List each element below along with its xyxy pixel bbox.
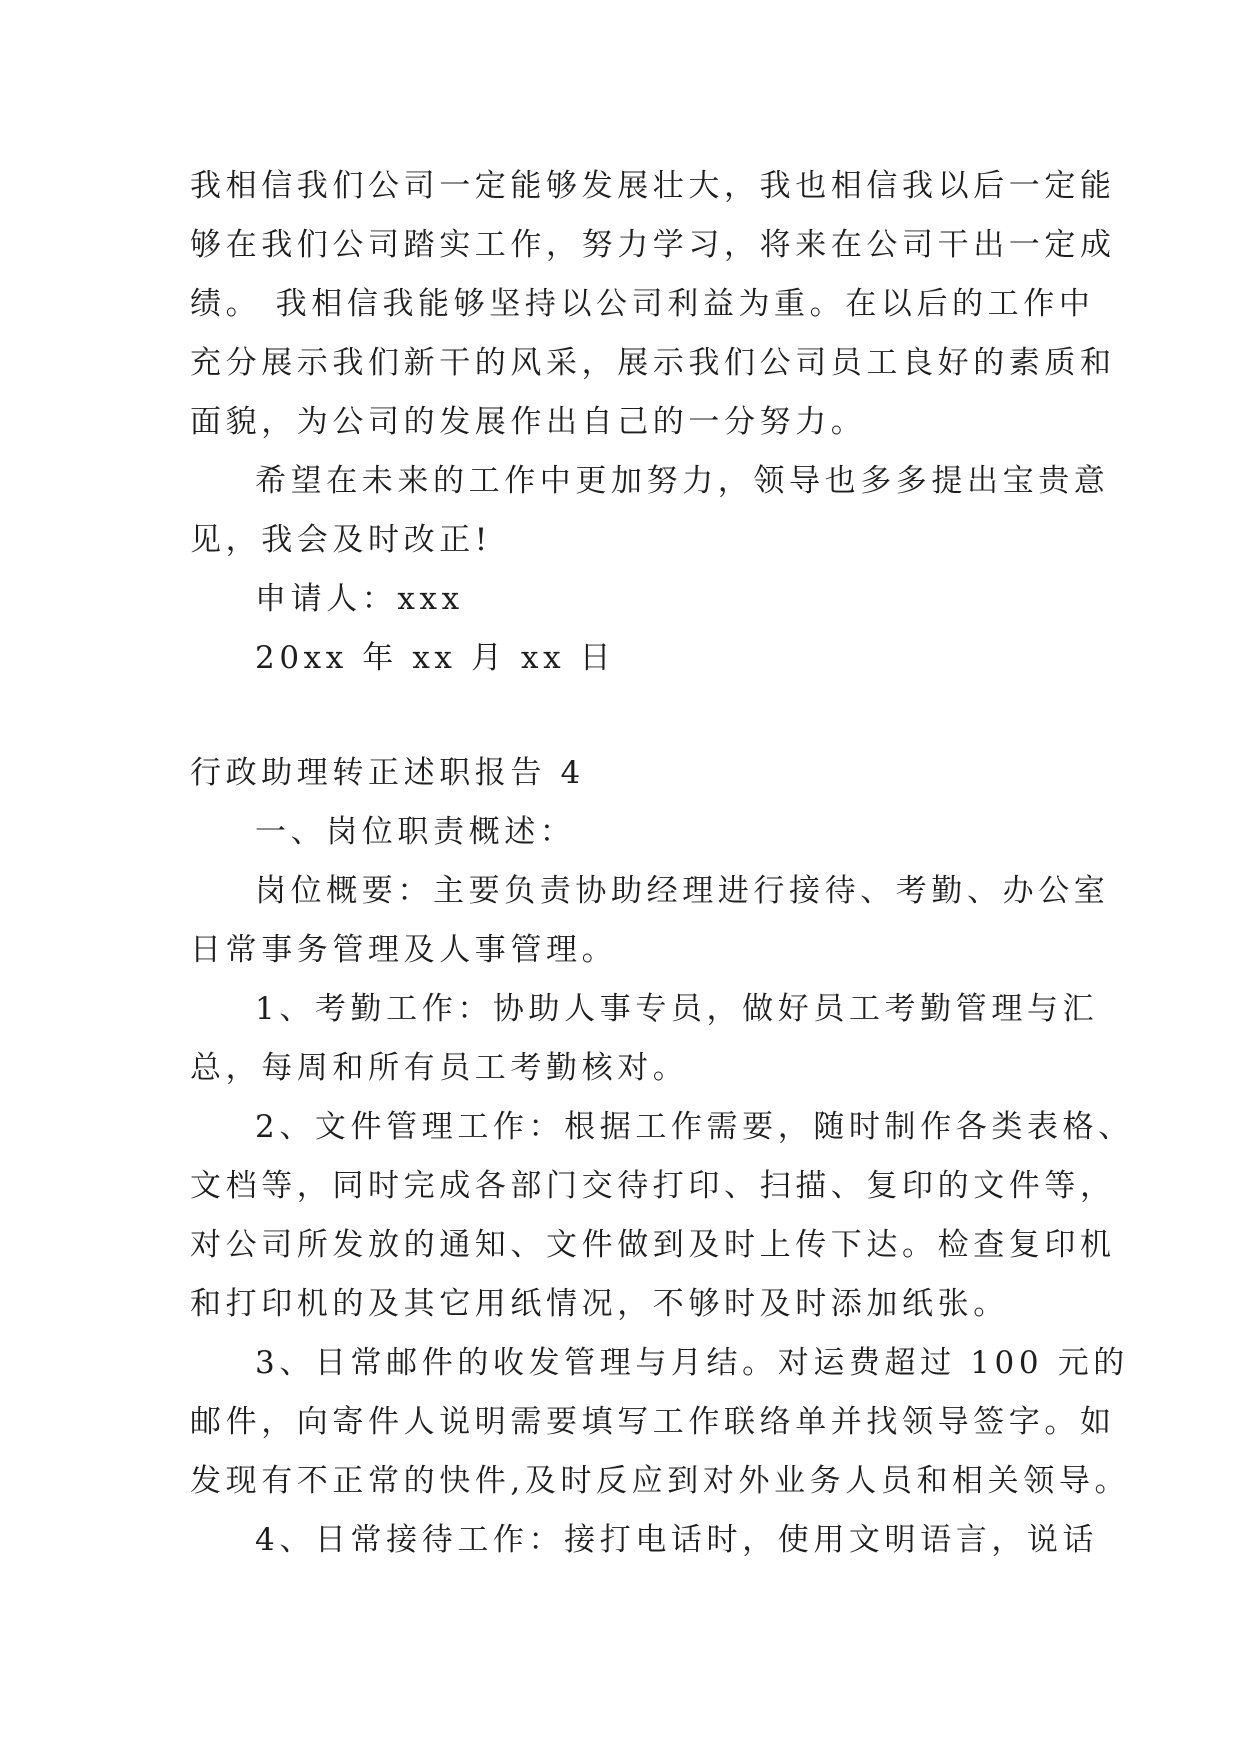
text-line: 3、日常邮件的收发管理与月结。对运费超过 100 元的: [255, 1345, 1129, 1381]
text-line: 对公司所发放的通知、文件做到及时上传下达。检查复印机: [190, 1227, 1116, 1263]
text-line: 和打印机的及其它用纸情况，不够时及时添加纸张。: [190, 1286, 1009, 1322]
text-line: 见，我会及时改正!: [190, 522, 492, 558]
text-line: 岗位概要：主要负责协助经理进行接待、考勤、办公室: [255, 873, 1110, 909]
text-line: 总，每周和所有员工考勤核对。: [190, 1050, 689, 1086]
text-line: 4、日常接待工作：接打电话时，使用文明语言，说话: [255, 1522, 1099, 1558]
text-line: 希望在未来的工作中更加努力，领导也多多提出宝贵意: [255, 463, 1110, 499]
signature-line: 申请人：xxx: [255, 581, 464, 617]
text-line: 1、考勤工作：协助人事专员，做好员工考勤管理与汇: [255, 991, 1099, 1027]
text-line: 充分展示我们新干的风采，展示我们公司员工良好的素质和: [190, 345, 1116, 381]
section-heading: 一、岗位职责概述：: [255, 814, 576, 850]
text-line: 文档等，同时完成各部门交待打印、扫描、复印的文件等，: [190, 1168, 1116, 1204]
text-line: 邮件，向寄件人说明需要填写工作联络单并找领导签字。如: [190, 1404, 1116, 1440]
text-line: 2、文件管理工作：根据工作需要，随时制作各类表格、: [255, 1109, 1134, 1145]
text-line: 我相信我们公司一定能够发展壮大，我也相信我以后一定能: [190, 168, 1116, 204]
text-line: 日常事务管理及人事管理。: [190, 932, 618, 968]
text-line: 够在我们公司踏实工作，努力学习，将来在公司干出一定成: [190, 227, 1116, 263]
text-line: 面貌，为公司的发展作出自己的一分努力。: [190, 404, 867, 440]
text-line: 绩。 我相信我能够坚持以公司利益为重。在以后的工作中: [190, 286, 1095, 322]
date-line: 20xx 年 xx 月 xx 日: [255, 640, 616, 676]
section-title: 行政助理转正述职报告 4: [190, 755, 585, 791]
text-line: 发现有不正常的快件,及时反应到对外业务人员和相关领导。: [190, 1463, 1131, 1499]
